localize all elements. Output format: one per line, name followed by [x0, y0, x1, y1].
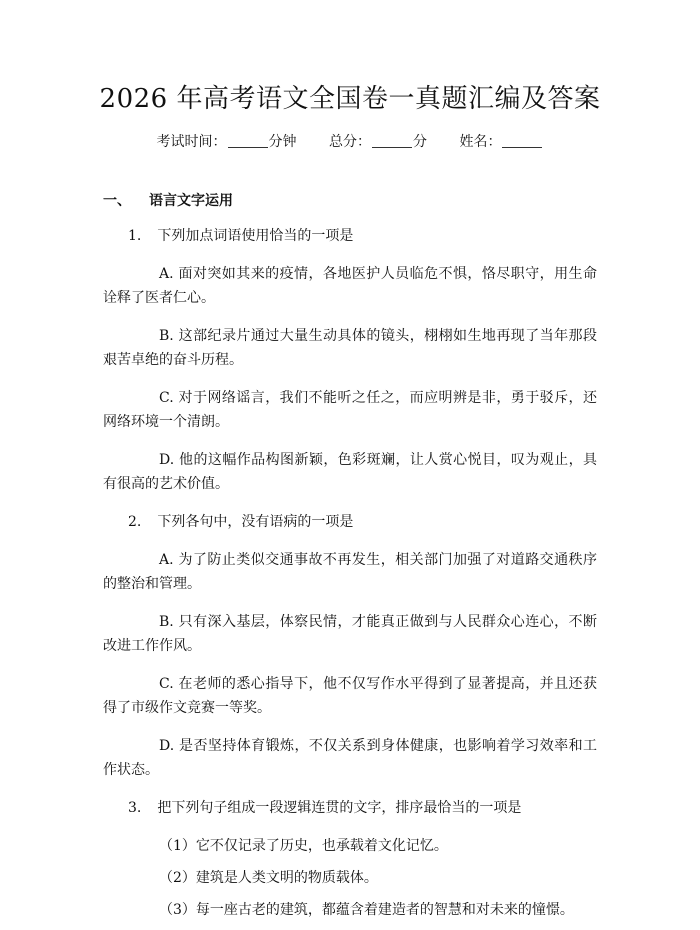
score-label: 总分： [329, 134, 371, 150]
option-a: A. 为了防止类似交通事故不再发生，相关部门加强了对道路交通秩序的整治和管理。 [103, 552, 597, 592]
section-title: 语言文字运用 [149, 193, 233, 209]
question-1 [103, 224, 597, 248]
sentence-1: （1）它不仅记录了历史，也承载着文化记忆。 [159, 838, 448, 854]
name-blank [502, 133, 542, 148]
option-d: D. 是否坚持体育锻炼，不仅关系到身体健康，也影响着学习效率和工作状态。 [103, 738, 597, 778]
student-name [459, 131, 543, 151]
sentence-2: （2）建筑是人类文明的物质载体。 [159, 870, 378, 886]
option-a: A. 面对突如其来的疫情，各地医护人员临危不惧，恪尽职守，用生命诠释了医者仁心。 [103, 266, 597, 306]
question-stem: 下列各句中，没有语病的一项是 [157, 514, 354, 530]
option-c: C. 对于网络谣言，我们不能听之任之，而应明辨是非，勇于驳斥，还网络环境一个清朗。 [103, 390, 597, 430]
score-blank [372, 133, 412, 148]
section-number: 一、 [103, 193, 131, 209]
time-unit: 分钟 [268, 134, 297, 150]
time-label: 考试时间： [156, 134, 227, 150]
option-d: D. 他的这幅作品构图新颖，色彩斑斓，让人赏心悦目，叹为观止，具有很高的艺术价值。 [103, 452, 597, 492]
option-c: C. 在老师的悉心指导下，他不仅写作水平得到了显著提高，并且还获得了市级作文竞赛一等奖。 [103, 676, 597, 716]
question-number: 1. [128, 228, 142, 244]
exam-content [103, 224, 597, 930]
question-stem: 把下列句子组成一段逻辑连贯的文字，排序最恰当的一项是 [157, 800, 522, 816]
option-b: B. 这部纪录片通过大量生动具体的镜头，栩栩如生地再现了当年那段艰苦卓绝的奋斗历程。 [103, 328, 597, 368]
option-b: B. 只有深入基层，体察民情，才能真正做到与人民群众心连心，不断改进工作作风。 [103, 614, 597, 654]
section-heading [103, 190, 233, 210]
score-unit: 分 [413, 134, 427, 150]
exam-score [329, 131, 427, 151]
question-number: 3. [128, 800, 142, 816]
question-number: 2. [128, 514, 142, 530]
name-label: 姓名： [459, 134, 502, 150]
exam-meta [0, 131, 700, 151]
page-title: 2026 年高考语文全国卷一真题汇编及答案 [99, 84, 601, 114]
exam-time [157, 131, 297, 151]
time-blank [228, 133, 268, 148]
question-2 [103, 510, 597, 534]
sentence-3: （3）每一座古老的建筑，都蕴含着建造者的智慧和对未来的憧憬。 [159, 902, 574, 918]
question-3 [103, 796, 597, 820]
question-stem: 下列加点词语使用恰当的一项是 [157, 228, 354, 244]
